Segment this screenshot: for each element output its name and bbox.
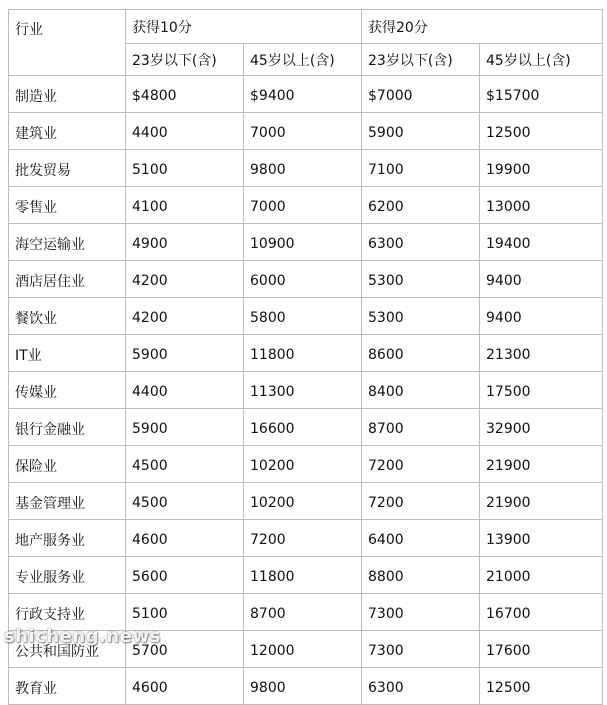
salary-20-under-23-cell: 7300 bbox=[362, 594, 480, 631]
salary-20-under-23-cell: 5300 bbox=[362, 261, 480, 298]
industry-cell: IT业 bbox=[9, 335, 126, 372]
salary-10-over-45-cell: 9800 bbox=[244, 668, 362, 705]
salary-20-under-23-cell: 7100 bbox=[362, 150, 480, 187]
salary-10-over-45-cell: 7200 bbox=[244, 520, 362, 557]
salary-10-under-23-cell: 5700 bbox=[126, 631, 244, 668]
industry-cell: 海空运输业 bbox=[9, 224, 126, 261]
salary-10-under-23-cell: 4500 bbox=[126, 446, 244, 483]
table-row bbox=[9, 594, 603, 631]
salary-10-over-45-cell: 11800 bbox=[244, 335, 362, 372]
salary-20-under-23-cell: 7300 bbox=[362, 631, 480, 668]
salary-20-over-45-cell: $15700 bbox=[480, 76, 603, 113]
salary-10-over-45-cell: 11800 bbox=[244, 557, 362, 594]
salary-20-under-23-cell: 6300 bbox=[362, 668, 480, 705]
industry-cell: 建筑业 bbox=[9, 113, 126, 150]
salary-10-over-45-cell: 7000 bbox=[244, 187, 362, 224]
age-header-10-under-23: 23岁以下(含) bbox=[126, 44, 244, 76]
salary-20-over-45-cell: 17600 bbox=[480, 631, 603, 668]
salary-20-over-45-cell: 9400 bbox=[480, 298, 603, 335]
table-row bbox=[9, 631, 603, 668]
table-row bbox=[9, 224, 603, 261]
salary-10-over-45-cell: 10900 bbox=[244, 224, 362, 261]
salary-20-under-23-cell: 7200 bbox=[362, 446, 480, 483]
salary-10-under-23-cell: 4400 bbox=[126, 113, 244, 150]
salary-10-over-45-cell: 10200 bbox=[244, 446, 362, 483]
table-row bbox=[9, 113, 603, 150]
industry-cell: 基金管理业 bbox=[9, 483, 126, 520]
industry-cell: 制造业 bbox=[9, 76, 126, 113]
industry-cell: 银行金融业 bbox=[9, 409, 126, 446]
salary-10-under-23-cell: 5600 bbox=[126, 557, 244, 594]
salary-10-over-45-cell: 9800 bbox=[244, 150, 362, 187]
salary-20-over-45-cell: 9400 bbox=[480, 261, 603, 298]
salary-table bbox=[8, 9, 603, 705]
salary-10-under-23-cell: 4400 bbox=[126, 372, 244, 409]
industry-column-header: 行业 bbox=[9, 10, 126, 76]
industry-cell: 酒店居住业 bbox=[9, 261, 126, 298]
salary-10-over-45-cell: 5800 bbox=[244, 298, 362, 335]
salary-20-over-45-cell: 32900 bbox=[480, 409, 603, 446]
salary-10-over-45-cell: 16600 bbox=[244, 409, 362, 446]
salary-20-under-23-cell: 8600 bbox=[362, 335, 480, 372]
salary-20-over-45-cell: 19900 bbox=[480, 150, 603, 187]
industry-cell: 保险业 bbox=[9, 446, 126, 483]
salary-20-under-23-cell: 5900 bbox=[362, 113, 480, 150]
table-body bbox=[9, 76, 603, 705]
industry-cell: 专业服务业 bbox=[9, 557, 126, 594]
watermark-text: shicheng.news bbox=[4, 626, 161, 647]
table-row bbox=[9, 483, 603, 520]
salary-20-over-45-cell: 16700 bbox=[480, 594, 603, 631]
table-row bbox=[9, 557, 603, 594]
salary-20-over-45-cell: 17500 bbox=[480, 372, 603, 409]
table-header bbox=[9, 10, 603, 76]
salary-10-over-45-cell: 8700 bbox=[244, 594, 362, 631]
salary-20-over-45-cell: 21300 bbox=[480, 335, 603, 372]
salary-20-over-45-cell: 19400 bbox=[480, 224, 603, 261]
salary-20-under-23-cell: 6200 bbox=[362, 187, 480, 224]
salary-10-under-23-cell: 5900 bbox=[126, 335, 244, 372]
salary-20-over-45-cell: 13900 bbox=[480, 520, 603, 557]
table-row bbox=[9, 446, 603, 483]
age-header-10-over-45: 45岁以上(含) bbox=[244, 44, 362, 76]
group-header-10-points: 获得10分 bbox=[126, 10, 362, 44]
salary-20-over-45-cell: 12500 bbox=[480, 113, 603, 150]
table-row bbox=[9, 520, 603, 557]
industry-cell: 行政支持业 bbox=[9, 594, 126, 631]
salary-10-under-23-cell: $4800 bbox=[126, 76, 244, 113]
salary-20-over-45-cell: 13000 bbox=[480, 187, 603, 224]
table-row bbox=[9, 187, 603, 224]
table-row bbox=[9, 409, 603, 446]
salary-10-over-45-cell: 11300 bbox=[244, 372, 362, 409]
industry-cell: 传媒业 bbox=[9, 372, 126, 409]
age-header-20-over-45: 45岁以上(含) bbox=[480, 44, 603, 76]
salary-10-over-45-cell: 7000 bbox=[244, 113, 362, 150]
industry-cell: 公共和国防业 bbox=[9, 631, 126, 668]
salary-20-under-23-cell: 5300 bbox=[362, 298, 480, 335]
salary-10-over-45-cell: $9400 bbox=[244, 76, 362, 113]
salary-20-under-23-cell: 7200 bbox=[362, 483, 480, 520]
industry-cell: 批发贸易 bbox=[9, 150, 126, 187]
industry-cell: 零售业 bbox=[9, 187, 126, 224]
salary-10-under-23-cell: 5100 bbox=[126, 150, 244, 187]
age-header-20-under-23: 23岁以下(含) bbox=[362, 44, 480, 76]
salary-20-under-23-cell: 6400 bbox=[362, 520, 480, 557]
industry-cell: 教育业 bbox=[9, 668, 126, 705]
table-row bbox=[9, 372, 603, 409]
salary-10-over-45-cell: 10200 bbox=[244, 483, 362, 520]
table-row bbox=[9, 76, 603, 113]
table-row bbox=[9, 261, 603, 298]
salary-10-under-23-cell: 4200 bbox=[126, 298, 244, 335]
salary-10-under-23-cell: 4900 bbox=[126, 224, 244, 261]
salary-10-under-23-cell: 4600 bbox=[126, 668, 244, 705]
salary-10-under-23-cell: 4100 bbox=[126, 187, 244, 224]
group-header-20-points: 获得20分 bbox=[362, 10, 603, 44]
industry-cell: 餐饮业 bbox=[9, 298, 126, 335]
table-row bbox=[9, 335, 603, 372]
salary-10-over-45-cell: 12000 bbox=[244, 631, 362, 668]
salary-20-over-45-cell: 21900 bbox=[480, 446, 603, 483]
table-row bbox=[9, 150, 603, 187]
industry-cell: 地产服务业 bbox=[9, 520, 126, 557]
salary-20-under-23-cell: 8700 bbox=[362, 409, 480, 446]
table-row bbox=[9, 668, 603, 705]
salary-20-over-45-cell: 12500 bbox=[480, 668, 603, 705]
salary-20-under-23-cell: $7000 bbox=[362, 76, 480, 113]
salary-20-under-23-cell: 8400 bbox=[362, 372, 480, 409]
salary-10-over-45-cell: 6000 bbox=[244, 261, 362, 298]
salary-10-under-23-cell: 5100 bbox=[126, 594, 244, 631]
salary-10-under-23-cell: 4500 bbox=[126, 483, 244, 520]
salary-10-under-23-cell: 4200 bbox=[126, 261, 244, 298]
salary-20-over-45-cell: 21000 bbox=[480, 557, 603, 594]
header-row-groups bbox=[9, 10, 603, 44]
salary-20-under-23-cell: 6300 bbox=[362, 224, 480, 261]
salary-10-under-23-cell: 5900 bbox=[126, 409, 244, 446]
table-row bbox=[9, 298, 603, 335]
salary-20-under-23-cell: 8800 bbox=[362, 557, 480, 594]
salary-20-over-45-cell: 21900 bbox=[480, 483, 603, 520]
salary-10-under-23-cell: 4600 bbox=[126, 520, 244, 557]
